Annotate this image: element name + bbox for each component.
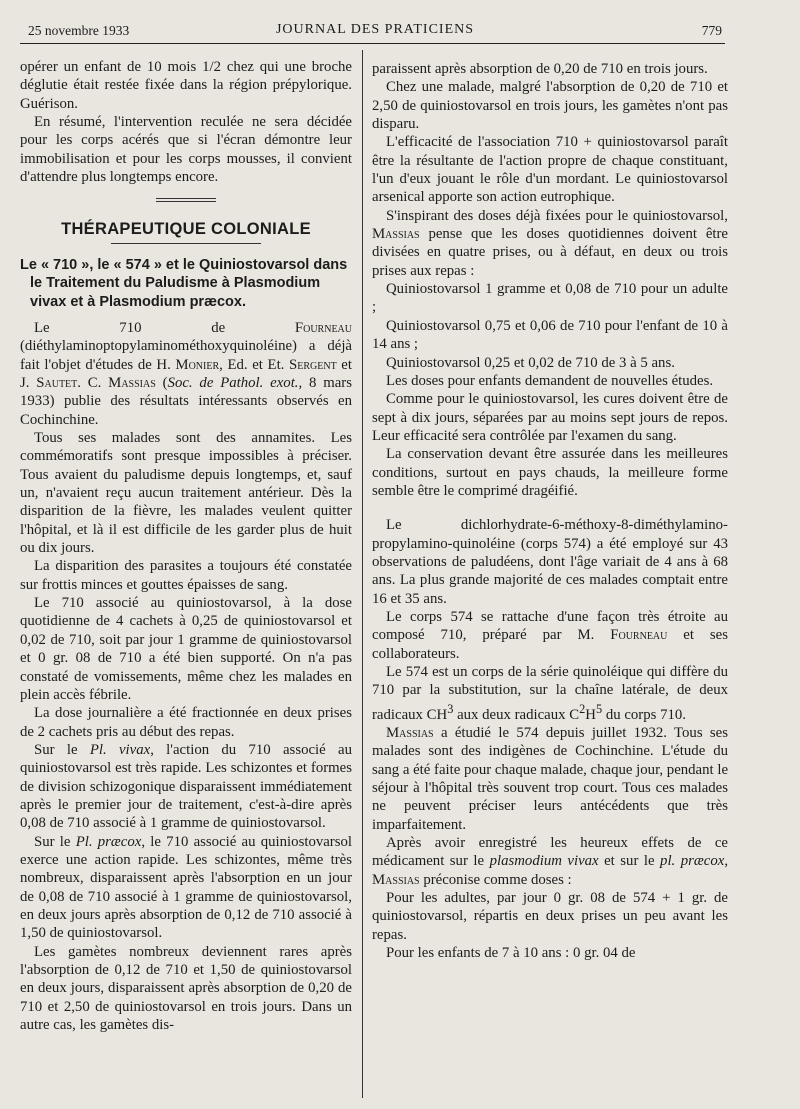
section-separator [156,198,216,202]
paragraph: Les doses pour enfants demandent de nouvelles études. [386,372,714,389]
running-header [28,20,722,42]
paragraph: La disparition des parasites a toujours été constatée sur frottis minces et gouttes épaisses de sang. [20,558,352,593]
paragraph: S'inspirant des doses déjà fixées pour le quiniostovarsol, Massias pense que les doses quotidiennes doivent être divisées en quatre prises, ou à défaut, en deux ou trois prises aux repas : [372,207,728,279]
column-divider [362,50,363,1098]
article-title: Le « 710 », le « 574 » et le Quiniostovarsol dans le Traitement du Paludisme à Plasmodium vivax et à Plasmodium præcox. [20,256,348,310]
header-page-number: 779 [701,23,722,38]
header-journal-title: JOURNAL DES PRATICIENS [275,22,475,37]
paragraph: Les gamètes nombreux deviennent rares après l'absorption de 0,12 de 710 et 1,50 de quiniostovarsol en deux jours, disparaissent après absorption de 0,20 de 710 et 2,50 de quiniostovarsol en trois jours. Dans un autre cas, les gamètes dis- [20,943,352,1034]
paragraph: Après avoir enregistré les heureux effets de ce médicament sur le plasmodium vivax et sur le pl. præcox, Massias préconise comme doses : [372,835,729,888]
right-column [372,60,728,962]
paragraph: L'efficacité de l'association 710 + quiniostovarsol paraît être la résultante de l'action propre de chaque constituant, l'un d'eux jouant le rôle d'un mordant. Le quiniostovarsol arsenical apporte son action eutrophique. [372,134,728,206]
paragraph: Comme pour le quiniostovarsol, les cures doivent être de sept à dix jours, séparées par au moins sept jours de repos. Leur efficacité sera contrôlée par l'examen du sang. [372,391,728,444]
paragraph: Sur le Pl. vivax, l'action du 710 associé au quiniostovarsol est très rapide. Les schizontes et formes de division schizogonique disparaissent immédiatement après le premier jour de traitement, c'est-à-dire après 0,08 de 710 associé à 1 gramme de quiniostovarsol. [20,741,352,832]
header-date: 25 novembre 1933 [28,23,130,38]
paragraph: Le 710 de Fourneau (diéthylaminoptopylaminométhoxyquinoléine) a déjà fait l'objet d'études de H. Monier, Ed. et Et. Sergent et J. Sautet. C. Massias (Soc. de Pathol. exot., 8 mars 1933) publie des résultats intéressants observés en Cochinchine. [20,319,352,428]
paragraph: Pour les adultes, par jour 0 gr. 08 de 574 + 1 gr. de quiniostovarsol, répartis en deux prises un peu avant les repas. [372,890,728,943]
paragraph: opérer un enfant de 10 mois 1/2 chez qui une broche déglutie était restée fixée dans la région prépylorique. Guérison. [20,59,352,112]
paragraph: Quiniostovarsol 0,25 et 0,02 de 710 de 3 à 5 ans. [386,354,675,371]
paragraph: Pour les enfants de 7 à 10 ans : 0 gr. 04 de [386,945,636,962]
paragraph: Quiniostovarsol 0,75 et 0,06 de 710 pour l'enfant de 10 à 14 ans ; [372,317,728,353]
paragraph: Le 574 est un corps de la série quinoléique qui diffère du 710 par la substitution, sur la chaîne latérale, de deux radicaux $CH^3$ aux deux radicaux $C^2H^5$ du corps 710. [372,664,728,723]
paragraph: Le dichlorhydrate-6-méthoxy-8-diméthylamino-propylamino-quinoléine (corps 574) a été employé sur 43 observations de paludéens, dont l'âge variait de 4 ans à 68 ans. La plus grande majorité de ces malades comptait entre 16 et 35 ans. [372,517,728,607]
paragraph: La dose journalière a été fractionnée en deux prises de 2 cachets pris au début des repas. [20,705,352,740]
paragraph: Quiniostovarsol 1 gramme et 0,08 de 710 pour un adulte ; [372,281,728,316]
paragraph-gap [372,500,728,516]
paragraph: En résumé, l'intervention reculée ne sera décidée pour les corps acérés que si l'écran démontre leur immobilisation et pour les corps mousses, il convient d'attendre plus longtemps encore. [20,114,352,186]
section-heading: THÉRAPEUTIQUE COLONIALE [61,220,311,239]
left-column [20,58,352,1034]
paragraph: paraissent après absorption de 0,20 de 710 en trois jours. [372,61,708,77]
paragraph: Le corps 574 se rattache d'une façon très étroite au composé 710, préparé par M. Fourneau et ses collaborateurs. [372,608,728,662]
paragraph: Tous ses malades sont des annamites. Les commémoratifs sont presque impossibles à préciser. Tous avaient du paludisme depuis longtemps, et, sauf un, n'avaient reçu aucun traitement antérieur. Dès la disparition de la fièvre, les malades veulent quitter l'hôpital, et là il est difficile de les garder plus de huit ou dix jours. [20,430,352,557]
paragraph: Le 710 associé au quiniostovarsol, à la dose quotidienne de 4 cachets à 0,25 de quiniostovarsol et 0,02 de 710, soit par jour 1 gramme de quiniostovarsol et 0 gr. 08 de 710 a été bien supporté. On n'a pas constaté de vomissements, même chez les malades en plein accès fébrile. [20,595,352,703]
heading-rule [111,243,261,244]
paragraph: Chez une malade, malgré l'absorption de 0,20 de 710 et 2,50 de quiniostovarsol en trois jours, les gamètes n'ont pas disparu. [372,79,728,133]
paragraph: La conservation devant être assurée dans les meilleures conditions, surtout en pays chauds, la meilleure forme semble être le comprimé dragéifié. [372,446,728,499]
header-rule [20,43,725,44]
paragraph: Massias a étudié le 574 depuis juillet 1932. Tous ses malades sont des indigènes de Cochinchine. L'étude du sang a été faite pour chaque malade, chaque jour, pendant le séjour à l'hôpital très souvent trop court. Tous ces malades ne peuvent préciser leurs antécédents que très imparfaitement. [372,724,729,833]
paragraph: Sur le Pl. præcox, le 710 associé au quiniostovarsol exerce une action rapide. Les schizontes, même très nombreux, disparaissent après l'absorption en un jour de 0,08 de 710 associé à 1 gramme de quiniostovarsol, en deux jours après absorption de 0,12 de 710 associé à 1,50 de quiniostovarsol. [20,833,352,942]
